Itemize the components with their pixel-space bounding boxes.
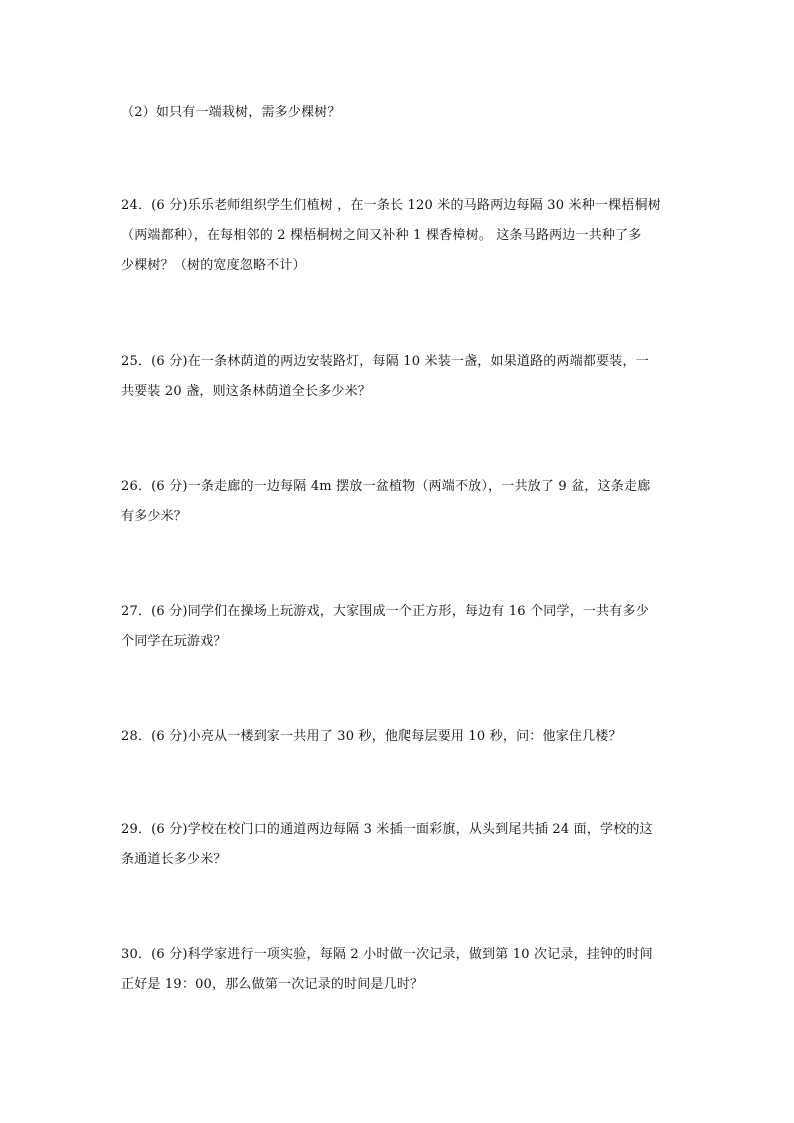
question-text-line: 个同学在玩游戏？ [121,634,227,649]
question-text-line: 25．(6 分)在一条林荫道的两边安装路灯，每隔 10 米装一盏，如果道路的两端都要装，一 [121,354,649,369]
question-text-line: 有多少米？ [121,509,188,524]
question-text-line: 24．(6 分)乐乐老师组织学生们植树 ，在一条长 120 米的马路两边每隔 30 米种一棵梧桐树 [121,198,661,213]
question-28 [121,722,681,752]
question-29 [121,815,681,875]
question-25 [121,347,681,407]
question-text-line: 少棵树？（树的宽度忽略不计） [121,258,306,273]
question-text-line: 条通道长多少米？ [121,852,227,867]
question-26 [121,472,681,532]
question-23-part-2 [121,98,681,128]
question-30 [121,940,681,1000]
question-text-line: 26．(6 分)一条走廊的一边每隔 4m 摆放一盆植物（两端不放），一共放了 9 盆，这条走廊 [121,479,651,494]
question-text-line: 正好是 19：00，那么做第一次记录的时间是几时？ [121,977,424,992]
question-text-line: 29．(6 分)学校在校门口的通道两边每隔 3 米插一面彩旗，从头到尾共插 24 面，学校的这 [121,822,653,837]
question-text-line: 27．(6 分)同学们在操场上玩游戏，大家围成一个正方形，每边有 16 个同学，一共有多少 [121,604,649,619]
question-text-line: （两端都种），在每相邻的 2 棵梧桐树之间又补种 1 棵香樟树。 这条马路两边一共种了多 [121,228,642,243]
question-27 [121,597,681,657]
question-24 [121,191,681,281]
question-text-line: （2）如只有一端栽树，需多少棵树？ [121,105,341,120]
question-text-line: 30．(6 分)科学家进行一项实验，每隔 2 小时做一次记录，做到第 10 次记录，挂钟的时间 [121,947,653,962]
question-text-line: 28．(6 分)小亮从一楼到家一共用了 30 秒，他爬每层要用 10 秒，问：他家住几楼？ [121,729,622,744]
question-text-line: 共要装 20 盏，则这条林荫道全长多少米？ [121,384,372,399]
